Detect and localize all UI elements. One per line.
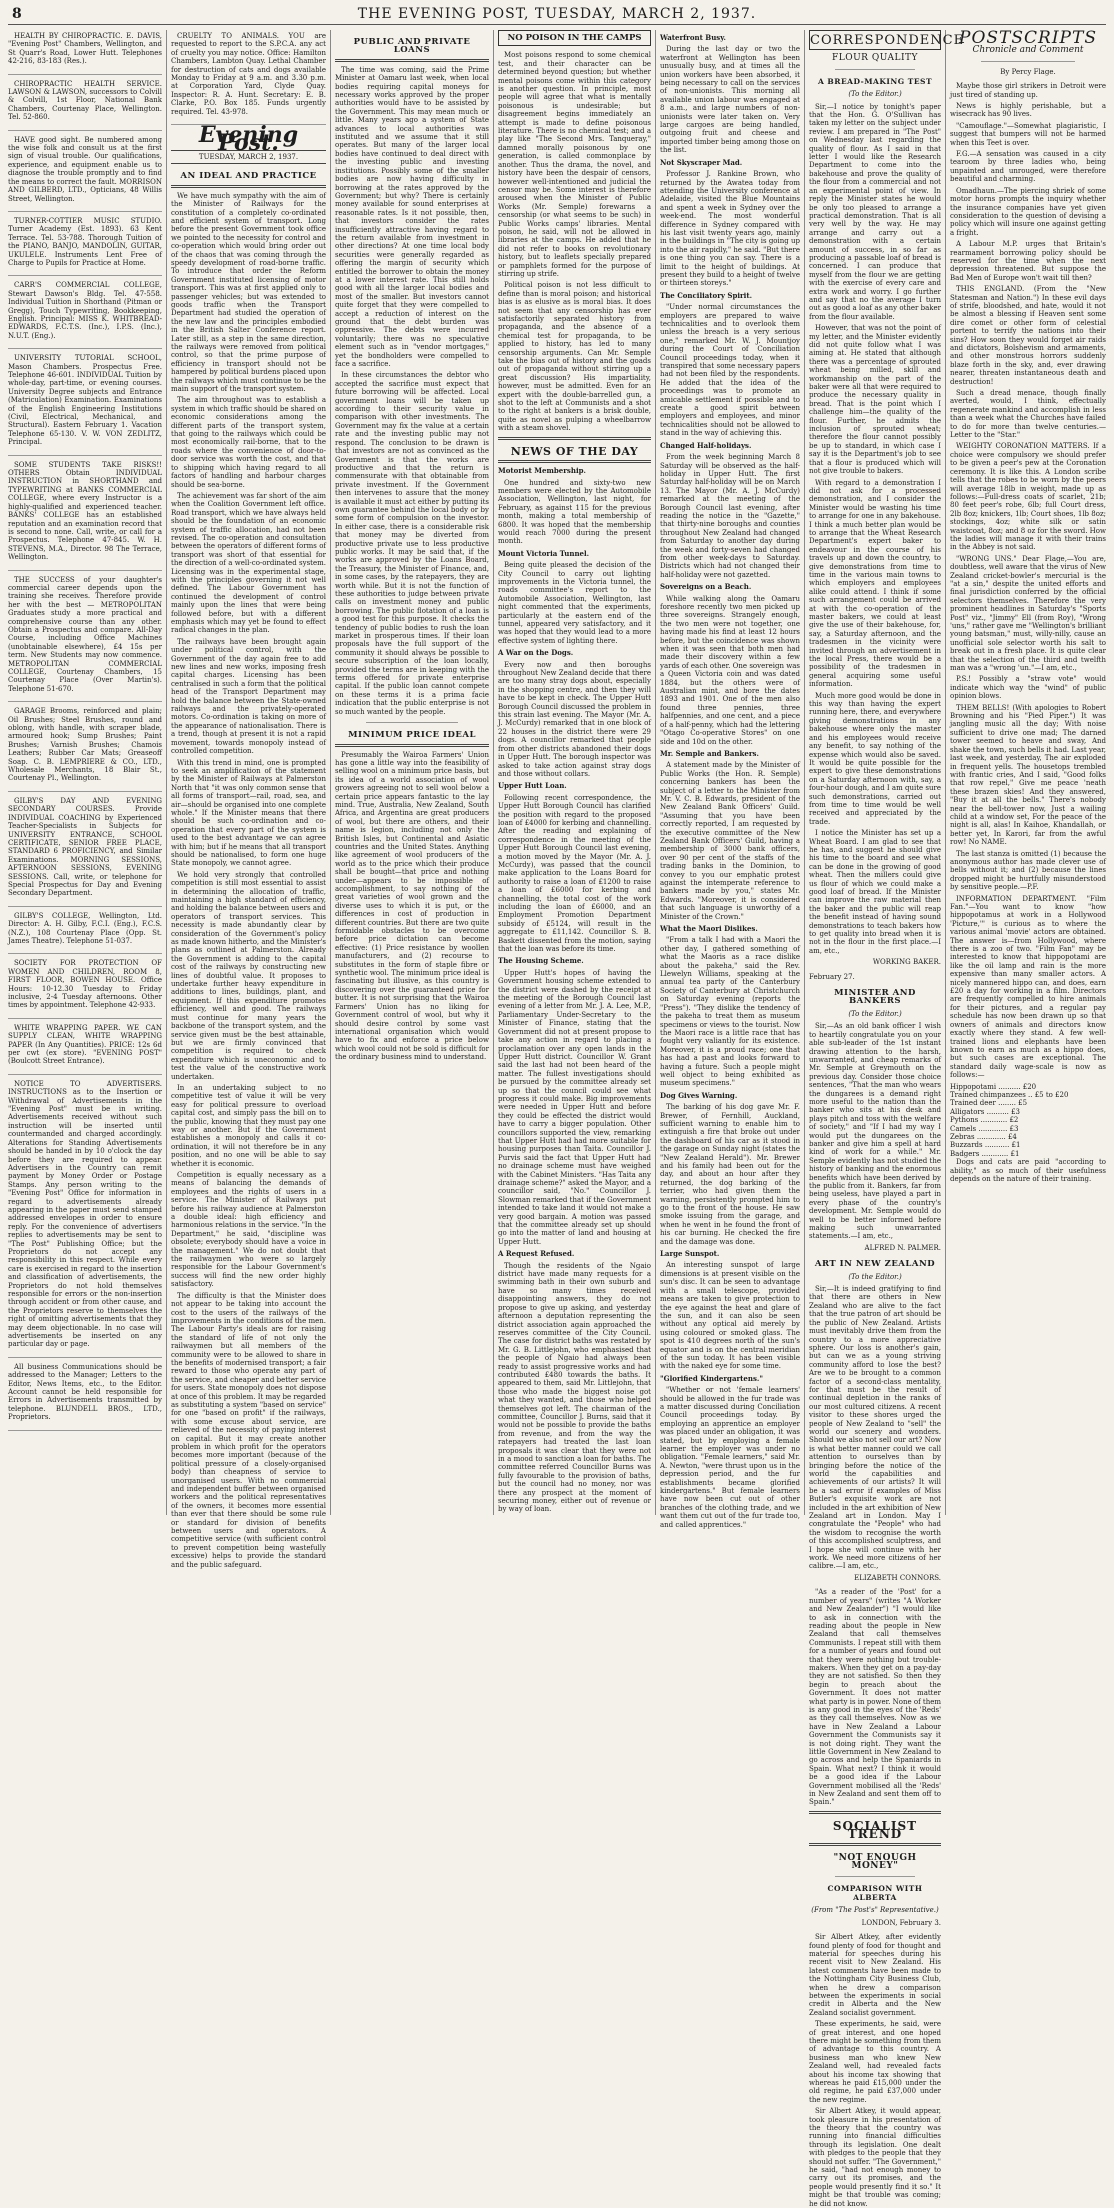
column-correspondence <box>809 30 965 2208</box>
editorial-paragraph: In an undertaking subject to no competitive test of value it will be very easy for political pressure to overload capital cost, and simply pass the bill on to the public, knowing that they must pay one way or another. But if the Government establishes a monopoly and calls it co-ordination, it will not therefore be in any position, and no one will be able to say whether it is economic. <box>171 1083 326 1168</box>
news-item-heading: Upper Hutt Loan. <box>498 781 567 791</box>
postscript-paragraph: INFORMATION DEPARTMENT. "Film Fan."—You want to know "how hippopotamus at work in a Hollywood 'Picture,'" is curious as to where the various animal 'movie' actors are obtained. The answer is—from Hollywood, where there is a zoo of two. "Film Fan" may be interested to know that hippopotami are like the oil lamp and rain is the more expensive than many smaller actors. A nicely mannered hippo can, and does, earn £20 a day for working in a film. Directors are frequently compelled to hire animals for their pictures, and a regular pay schedule has now been drawn up so that owners of animals and directors know exactly where they stand. A few well-trained lions and elephants have been known to earn as much as a hippo does, but such cases are exceptional. The standard daily wage-scale is now as follows:— <box>950 894 1106 1080</box>
news-item-text: Every now and then boroughs throughout New Zealand decide that there are too many stray dogs about, especially in the shopping centre, and then they will have to be kept in check. The Upper Hutt Borough Council discussed the problem in this strain last evening. The Mayor (Mr. A. J. McCurdy) remarked that in one block of 22 houses in the district there were 29 dogs. A councillor remarked that people from other districts abandoned their dogs in Upper Hutt. The borough inspector was asked to take action against stray dogs and those without collars. <box>498 660 651 778</box>
advertisement-text: THE SUCCESS of your daughter's commercial career depends upon the training she receives. Therefore provide her with the best — METROPOLITAN Graduates study a more practical and comprehensive course than any other. Obtain a Prospectus and compare. All-Day Course, including Office Machines (unobtainable elsewhere), £4 15s per term. New Students may now commence. METROPOLITAN COMMERCIAL COLLEGE, Courtenay Chambers, 15 Courtenay Place (Over Martin's). Telephone 51-670. <box>8 575 162 693</box>
postscript-paragraph: THIS ENGLAND. (From the "New Statesman and Nation.") In these evil days of strife, bloodshed, and hate, would it not be almost a blessing if Heaven sent some dire comet or other form of celestial portent to terrify the nations into their sins? How soon they would forget air raids and dictators, Bolshevism and armaments, and other monstrous horrors suddenly blaze forth in the sky, and, ever drawing nearer, threaten instantaneous death and destruction! <box>950 285 1106 386</box>
ministers-letter <box>809 1022 941 1241</box>
column-rule <box>493 30 494 1515</box>
column-postscripts <box>950 30 1106 1515</box>
editorial-paragraph: With this trend in mind, one is prompted to seek an amplification of the statement by the Minister of Railways at Palmerston North that "it was only common sense that all forms of transport—rail, road, sea, and air—should be organised into one complete whole." If the Minister means that there should be such co-ordination and co-operation that every part of the system is used to the best advantage we can agree with him; but if he means that all transport should be nationalised, to form one huge State monopoly, we cannot agree. <box>171 758 326 868</box>
news-item <box>498 467 651 546</box>
editorial-paragraph: The achievement was far short of the aim when the Coalition Government left office. Road transport, which we have always held should be the foundation of an economic system of traffic allocation, had not been revised. The co-operation and consultation between the operators of different forms of transport was short of that essential for the direction of a well-co-ordinated system. Licensing was in the experimental stage, with the principles governing it not well defined. The Labour Government has continued the development of control mainly upon the lines that were being followed before, but with a different emphasis which may yet be found to effect radical changes in the plan. <box>171 491 326 635</box>
trend-paragraph: These experiments, he said, were of great interest, and one hoped there might be something from them of advantage to this country. A business man who knew New Zealand well, had revealed facts about his income tax showing that whereas he paid £15,000 under the old regime, he paid £37,000 under the new regime. <box>809 2020 941 2104</box>
news-item <box>660 1092 800 1246</box>
trend-headline: SOCIALIST TREND <box>832 1818 918 1842</box>
trend-credit: (From "The Post's" Representative.) <box>811 1906 939 1915</box>
letter-paragraph: I notice the Minister has set up a Wheat Board. I am glad to see that he has, and suggest he should give his time to the board and see what can be done in the growing of good wheat. Then the millers could give us flour of which we could make a good loaf of bread. If the Minister can improve the raw material then the baker and the public will reap the benefit instead of having sound demonstrations to teach bakers how to get quality into bread when it is not in the flour in the first place.—I am, etc., <box>809 829 941 955</box>
news-item <box>660 292 800 438</box>
column-advertisements <box>8 30 162 1515</box>
editorial-date: TUESDAY, MARCH 2, 1937. <box>171 150 326 164</box>
price-paragraph: Presumably the Wairoa Farmers' Union has gone a little way into the feasibility of selling wool on a minimum price basis, but its idea of a world association of wool growers agreeing not to sell wool below a certain price appears fantastic to the lay mind. True, Australia, New Zealand, South Africa, and Argentina are great producers of wool, but there are others, and their name is legion, including not only the British Isles, but Continental and Asiatic countries and the United States. Anything like agreement of wool producers of the world as to the price which their produce shall be bought—that price and nothing under—appears to be impossible of accomplishment, to say nothing of the great varieties of wool grown and the diverse uses to which it is put, or the differences in cost of production in different countries. But there are two quite formidable obstacles to be overcome before price dictation can become effective: (1) Price resistance by woollen manufacturers, and (2) recourse to substitutes in the form of staple fibre or synthetic wool. The minimum price ideal is fascinating but illusive, as this country is discovering over the guaranteed price for butter. It is not surprising that the Wairoa Farmers' Union has no liking for Government control of wool, but why it should desire control by some vast international organisation which would have to fix and enforce a price below which wool could not be sold is difficult for the ordinary business mind to understand. <box>335 750 489 1062</box>
news-item <box>498 957 651 1246</box>
advertisement-text: NOTICE TO ADVERTISERS. INSTRUCTIONS as to the Insertion or Withdrawal of Advertisements in the "Evening Post" must be in writing. Advertisements received without such instruction will be inserted until countermanded and charged accordingly. Alterations for Standing Advertisements should be handed in by 10 o'clock the day before they are required to appear. Advertisers in the Country can remit payment by Money Order or Postage Stamps. Any person writing to the "Evening Post" Office for information in regard to advertisements already appearing in the paper must send stamped addressed envelopes in order to ensure reply. For the convenience of advertisers replies to advertisements may be sent to "The Post" Publishing Office; but the Proprietors do not accept any responsibility in this respect. While every care is exercised in regard to the insertion and classification of advertisements, the Proprietors do not hold themselves responsible for errors or the non-insertion through accident or from other cause, and the Proprietors reserve to themselves the right of omitting advertisements that they may deem objectionable. In no case will advertisements be inserted on any particular day or page. <box>8 1079 162 1349</box>
art-headline: ART IN NEW ZEALAND <box>814 1259 936 1270</box>
editorial-body <box>171 192 326 1569</box>
advertisement-text: SOME STUDENTS TAKE RISKS!! OTHERS Obtain INDIVIDUAL INSTRUCTION in SHORTHAND and TYPEWRITING at BANKS COMMERCIAL COLLEGE, where every Instructor is a highly-qualified and experienced teacher. BANKS' COLLEGE has an established reputation and an examination record that is second to none. Call, write, or call for a Prospectus. Telephone 47-845. W. H. STEVENS, M.A., Director. 98 The Terrace, Wellington. <box>8 460 162 562</box>
news-item-text: Though the residents of the Ngaio district have made many requests for a swimming bath in their own suburb and have so many times received disappointing answers, they do not propose to give up asking, and yesterday afternoon a deputation representing the district association again approached the reserves committee of the City Council. The case for district baths was restated by Mr. G. B. Littlejohn, who emphasised that the people of Ngaio had always been ready to assist progressive works and had contributed £480 towards the baths. It appeared to them, said Mr. Littlejohn, that those who made the biggest noise got what they wanted, and those who helped themselves got left. The chairman of the committee, Councillor J. Burns, said that it would not be possible to provide the baths from revenue, and from the way the ratepayers had treated the last loan proposals it was clear that they were not in a mood to sanction a loan for baths. The committee referred Councillor Burns was fully favourable to the provision of baths, but the council had no money, nor was there any prospect at the moment of securing money, either out of revenue or by way of loan. <box>498 1261 651 1514</box>
advertisement-text: CHIROPRACTIC HEALTH SERVICE. LAWSON & LAWSON, successors to Colvill & Colvill, 1st Floor, National Bank Chambers, Courtenay Place, Wellington. Tel. 52-860. <box>8 79 162 122</box>
trend-dateline: LONDON, February 3. <box>861 1918 941 1927</box>
column-rule <box>330 30 331 1515</box>
art-signature: ELIZABETH CONNORS. <box>854 1573 941 1582</box>
classified-advertisement <box>8 1361 162 1431</box>
flour-headline: FLOUR QUALITY <box>832 53 918 64</box>
to-editor-label: (To the Editor.) <box>848 1009 902 1018</box>
postscript-paragraph: "Camouflage."—Somewhat plagiaristic, I suggest that bumpers will not be harmed when this Teet is over. <box>950 121 1106 147</box>
loans-paragraph: In these circumstances the debtor who accepted the sacrifice must expect that future borrowing will be affected. Local government loans will be taken up according to their security value in comparison with other investments. The Government may fix the value at a certain rate and the investing public may not respond. The conclusion to be drawn is that investors are not as convinced as the Government is that the works are productive and that the return is commensurate with that obtainable from private investment. If the Government then intervenes to assure that the money is available it must act either by putting its own guarantee behind the local body or by some form of compulsion on the investor. In either case, there is a considerable risk that money may be diverted from productive private use to less productive public works. It may be said that, if the works are approved by the Loans Board, the Treasury, the Minister of Finance, and, in some cases, by the ratepayers, they are worth while. But it is not the function of these authorities to judge between private calls on investment money and public borrowing. The public flotation of a loan is a good test for this purpose. It checks the tendency of public bodies to rush the loan market in prosperous times. If their loan proposals have the full support of the community it should always be possible to secure subscription of the loan locally, provided the terms are in keeping with the terms offered for private enterprise capital. If the public loan cannot compete on these terms it is a prima facie indication that the public enterprise is not so much wanted by the people. <box>335 371 489 716</box>
news-item <box>498 1250 651 1514</box>
flour-date: February 27. <box>809 972 855 981</box>
to-editor-label: (To the Editor.) <box>848 90 902 99</box>
classified-advertisement <box>8 279 162 349</box>
classified-advertisement <box>8 705 162 792</box>
classified-advertisement <box>8 78 162 131</box>
news-item-text: During the last day or two the waterfront at Wellington has been unusually busy, and at times all the union workers have been absorbed, it being necessary to call on the services of non-unionists. This morning all available union labour was engaged at 8 a.m., and large numbers of non-unionists were later taken on. Very large cargoes are being handled, outgoing fruit and cheese and imported timber being among those on the list. <box>660 45 800 155</box>
spca-notice <box>171 30 326 125</box>
news-item-heading: The Conciliatory Spirit. <box>660 290 753 300</box>
column-rule <box>166 30 167 1515</box>
to-editor-label: (To the Editor.) <box>848 1272 902 1281</box>
classified-advertisement <box>8 795 162 907</box>
column-news-continued <box>660 30 800 1529</box>
news-item-text: "Whether or not 'female learners' should be allowed in the fur trade was a matter discussed during Conciliation Council proceedings today. By employing an apprentice an employer was placed under an obligation, it was stated, but by employing a female learner the employer was under no obligation. "Female learners," said Mr. A. Newton, "were thrust upon us in the depression period, and the fur establishments became glorified kindergartens." But female learners have now been cut out of other branches of the clothing trade, and we want them cut out of the fur trade too, and called apprentices." <box>660 1386 800 1529</box>
editorial-paragraph: The aim throughout was to establish a system in which traffic should be shared on economic considerations among the different parts of the transport system, that going to the railways which could be most economically rail-borne, that to the roads where the convenience of door-to-door service was worth the cost, and that to shipping which having regard to all factors of handling and harbour charges should be sea-borne. <box>171 396 326 489</box>
column-editorial <box>171 30 327 1569</box>
column-news <box>498 30 651 1515</box>
postscripts-headline: POSTSCRIPTS <box>959 28 1097 48</box>
wage-scale-item: Camels ............. £3 <box>950 1124 1019 1133</box>
flour-letter <box>809 103 941 956</box>
advertisement-text: All business Communications should be addressed to the Manager; Letters to the Editor, News Items, etc., to the Editor. Account cannot be held responsible for Errors in Advertisements transmitted by telephone. BLUNDELL BROS., LTD., Proprietors. <box>8 1362 162 1422</box>
news-item-text: The barking of his dog gave Mr. F. Brewer, of Fernhill, Auckland, sufficient warning to enable him to extinguish a fire that broke out under the dashboard of his car as it stood in the garage on Sunday night (states the "New Zealand Herald"). Mr. Brewer and his family had been out for the day, and about an hour after they returned, the dog barking of the terrier, who had given them the warning, persistently prompted him to go to the front of the house. He saw smoke issuing from the garage, and when he went in he found the front of his car burning. He checked the fire and the damage was done. <box>660 1103 800 1246</box>
divider <box>835 69 914 70</box>
column-rule <box>655 30 656 1515</box>
poison-paragraph: Political poison is not less difficult to define than is moral poison; and historical bias is as elusive as is moral bias. It does not seem that any censorship has ever satisfactorily separated history from propaganda, and the absence of a chemical test for propaganda, to be applied to history, has led to many censorship arguments. Can Mr. Semple take the bias out of history and the goads out of propaganda without stirring up a great discussion? His impartiality, however, must be admitted. Even for an expert with the double-barrelled gun, a shot to the left at Communists and a shot to the right at bankers is a brisk double, quite as novel as pulping a wheelbarrow with a steam shovel. <box>498 281 651 433</box>
divider <box>809 1811 941 1814</box>
postscripts-byline: By Percy Flage. <box>1000 67 1056 76</box>
art-letter <box>809 1285 941 1571</box>
postscripts-closing: Dogs and cats are paid "according to ability," as so much of their usefulness depends on the nature of their training. <box>950 1158 1106 1183</box>
spca-notice-text: CRUELTY TO ANIMALS. YOU are requested to report to the S.P.C.A. any act of cruelty you may notice. Office: Hamilton Chambers, Lambton Quay. Lethal Chamber for destruction of cats and dogs available Monday to Friday at 9 a.m. and 3.30 p.m. at Corporation Yard, Clyde Quay. Inspector: R. A. Hunt. Secretary: E. B. Clarke, P.O. Box 185. Funds urgently required. Tel. 43-978. <box>171 32 326 116</box>
letter-paragraph: Sir,—I notice by tonight's paper that the Hon. G. O'Sullivan has taken my letter on the subject under review. I am prepared in "The Post" on Wednesday last regarding the quality of flour. As I said in that letter I would like the Research Department to come into the bakehouse and prove the quality of the flour from a commercial and not an experimental point of view. In reply the Minister states he would be only too pleased to arrange a practical demonstration. That is all very well by the way. He may arrange and carry out a demonstration with a certain amount of success, in so far as producing a passable loaf of bread is concerned. I can produce that myself from the flour we are getting with the exercise of every care and extra work and worry. I go further and say that no the average I turn out as good a loaf as any other baker from the flour available. <box>809 102 941 321</box>
divider <box>498 437 651 440</box>
editorial-paragraph: Competition is equally necessary as a means of balancing the demands of employees and the rights of users in a service. The Minister of Railways put before his railway audience at Palmerston a double ideal: high efficiency and harmonious relations in the service. "In the Department," he said, "discipline was obsolete; everybody should have a voice in the management." We do not doubt that the railwaymen who were so largely responsible for the Labour Government's success will find the new order highly satisfactory. <box>171 1171 326 1289</box>
classified-advertisement <box>8 352 162 455</box>
postscript-paragraph: P.S.! Possibly a "straw vote" would indicate which way the "wind" of public opinion blows. <box>950 675 1106 701</box>
postscript-paragraph: THEM BELLS! (With apologies to Robert Browning and his "Pied Piper.") It was jangling music all the day; With noise sufficient to drive one mad; The darned tower seemed to heave and sway, And shake the town, such bells it had. Last year, last week, and yesterday, The air exploded in frequent yells. The housetops trembled with frantic cries, And I said, "Good folks that row repel," Give me peace 'neath these brazen skies! And they answered, "Buy it at all the bells." There's nobody near the bell-tower now, Just a wailing child at a window set, For the peace of the night is all, alas! In Kaihoe, Khandallah, or better yet, In Karori, far from the awful row! No NAME. <box>950 703 1106 847</box>
editorial-paragraph: We have much sympathy with the aim of the Minister of Railways for the constitution of a completely co-ordinated and efficient system of transport. Long before the present Government took office we pointed to the necessity for control and co-operation which would bring order out of the chaos that was coming through the speedy development of road-borne traffic. To introduce that order the Reform Government instituted licensing of motor transport. This was at first applied only to passenger vehicles; but was extended to goods traffic when the Transport Department had studied the operation of the new law and the principles embodied in the British Salter Conference report. Later still, as a step in the same direction, the railways were removed from political control, so that the prime purpose of efficiency in transport should not be hampered by political burdens placed upon the railways which must continue to be the main support of the transport system. <box>171 191 326 394</box>
news-item <box>660 925 800 1088</box>
news-item-text: While walking along the Oamaru foreshore recently two men picked up three sovereigns. Strangely enough, the two men were not together, one having made his find at least 12 hours before, but the coincidence was shown when it was seen that both men had made their discovery within a few yards of each other. One sovereign was a Queen Victoria coin and was dated 1884, but the others were of Australian mint, and bore the dates 1893 and 1901. One of the men also found three pennies, three halfpennies, and one cent, and a piece of a half-penny, which had the lettering "Otago Co-operative Stores" on one side and 10d on the other. <box>660 594 800 746</box>
trend-paragraph: Sir Albert Atkey, it would appear, took pleasure in his presentation of the theory that the country was running into financial difficulties through its legislation. One dealt with pledges to the people that they should not suffer. "The Government," he said, "had not enough money to carry out its promises, and the people would presently find it so." It might be that trouble was coming; he did not know. <box>809 2107 941 2208</box>
trend-subheadline: "NOT ENOUGH MONEY" <box>833 1852 917 1872</box>
news-item <box>498 550 651 645</box>
column-rule <box>945 30 946 1515</box>
divider <box>981 61 1075 62</box>
divider <box>171 185 326 188</box>
correspondence-headline: CORRESPONDENCE <box>810 33 965 48</box>
trend-body <box>809 1933 941 2208</box>
news-item-heading: Large Sunspot. <box>660 1249 720 1259</box>
wage-scale-item: Zebras ............. £4 <box>950 1132 1017 1141</box>
postscript-paragraph: Omadhaun.—The piercing shriek of some motor horns prompts the inquiry whether the insurance companies have yet given consideration to the question of devising a policy which will insure one against getting a fright. <box>950 186 1106 237</box>
loans-body <box>335 66 489 716</box>
wage-scale-item: Alligators .......... £3 <box>950 1107 1020 1116</box>
divider <box>809 1843 941 1846</box>
news-item-text: "Under normal circumstances the employers are prepared to waive technicalities and to overlook them unless the breach is a very serious one," remarked Mr. W. J. Mountjoy during the Court of Conciliation Council proceedings today, when it transpired that some necessary papers had not been filed by the respondents. He added that the idea of the proceedings was to promote an amicable settlement if possible and to create a good spirit between employers and employees, and minor technicalities should not be allowed to stand in the way of achieving this. <box>660 303 800 438</box>
postscript-paragraph: "WRONG UNS." Dear Flage,—You are, doubtless, well aware that the virus of New Zealand cricket-bowler's mercurial is the "at a sin," despite the united efforts and final jurisdiction conferred by the official selectors themselves. Therefore the very prominent headlines in Saturday's "Sports Post" viz., "Jimmy" Ell (from Roy), "Wrong 'uns," rather gave me "Wellington's brilliant young batsman," must, willy-nilly, cause an unofficial sole selector worth his salt to break out in a fresh place. It is quite clear that the selection of the third and twelfth man was a "wrong 'un."—I am, etc., <box>950 554 1106 673</box>
letter-paragraph: However, that was not the point of my letter, and the Minister evidently did not quite follow what I was aiming at. He stated that although there was a percentage of sprouted wheat being milled, skill and workmanship on the part of the baker were all that were required to produce the necessary quality in bread. That is the point which I challenge him—the quality of the flour. Further, he admits the inclusion of sprouted wheat; therefore the flour cannot possibly be up to standard, in which case I say it is the Department's job to see that a flour is produced which will not give trouble to bakers. <box>809 324 941 476</box>
news-item-heading: A War on the Dogs. <box>498 648 574 658</box>
postscript-paragraph: A Labour M.P. urges that Britain's rearmament borrowing policy should be reserved for the time when the next depression threatened. But suppose the Bad Men of Europe won't wait till then? <box>950 240 1106 282</box>
column-rule <box>804 30 805 1515</box>
news-list <box>498 467 651 1514</box>
news-item-text: Following recent correspondence, the Upper Hutt Borough Council has clarified the position with regard to the proposed loan of £4000 for kerbing and channelling. After the reading and explaining of correspondence in the meeting of the Upper Hutt Borough Council last evening, a motion moved by the Mayor (Mr. A. J. McCurdy), was passed that the council make application to the Loans Board for authority to raise a loan of £1200 to raise a loan of £6000 for kerbing and channelling, the total cost of the work including the loan of £6000, and an Employment Promotion Department subsidy of £5124, will result in the aggregate to £11,142. Councillor S. B. Baskett dissented from the motion, saying that the loan was before its time. <box>498 793 651 954</box>
trend-comparison-headline: COMPARISON WITH ALBERTA <box>827 1884 923 1902</box>
news-item-text: An interesting sunspot of large dimensions is at present visible on the sun's disc. It can be seen to advantage with a small telescope, provided means are taken to give protection to the eye against the heat and glare of the sun, and it can also be seen without any optical aid merely by using coloured or smoked glass. The spot is 410 degrees north of the sun's equator and is on the central meridian of the sun today. It has been visible with the naked eye for some time. <box>660 1261 800 1371</box>
poison-body <box>498 51 651 432</box>
letter-paragraph: Much more good would be done in this way than having the expert running here, there, and everywhere giving demonstrations in any bakehouse where only the master and his employees would receive any benefit, to say nothing of the expense which would also be saved. It would be quite possible for the expert to give these demonstrations on a Saturday afternoon with, say, a four-hour dough, and I am quite sure such demonstrations, carried out from time to time would be well received and appreciated by the trade. <box>809 691 941 826</box>
classified-advertisement <box>8 1022 162 1075</box>
advertisement-text: HEALTH BY CHIROPRACTIC. E. DAVIS, "Evening Post" Chambers, Wellington, and St Quarr's Road, Lower Hutt. Telephones 42-216, 83-183 (Res.). <box>8 32 162 66</box>
wage-scale-list <box>950 1083 1106 1159</box>
wage-scale-item: Trained chimpanzees .. £5 to £20 <box>950 1090 1069 1099</box>
page-title: THE EVENING POST, TUESDAY, MARCH 2, 1937. <box>357 6 757 22</box>
wage-scale-item: Badgers ............ £1 <box>950 1149 1020 1158</box>
news-item-heading: Not Skyscraper Mad. <box>660 157 743 167</box>
classified-advertisement <box>8 215 162 276</box>
news-list <box>660 34 800 1529</box>
paper-name: Evening Post. <box>198 122 299 157</box>
wage-scale-item: Hippopotami .......... £20 <box>950 1082 1037 1091</box>
column-loans <box>335 30 489 1515</box>
advertisement-text: TURNER-COTTIER MUSIC STUDIO. Turner Academy (Est. 1893). 63 Kent Terrace. Tel. 53-788. Thorough Tuition of the PIANO, BANJO, MANDOLIN, GUITAR, UKULELE. Instruments Lent Free of Charge to Pupils for Practice at Home. <box>8 216 162 267</box>
letter-paragraph: With regard to a demonstration I did not ask for a processed demonstration, and I consider the Minister would be wasting his time to arrange for one in any bakehouse. I think a much better plan would be to arrange that the Wheat Research Department's expert baker to endeavour in the course of his travels up and down the country, to give demonstrations from time to time in the various main towns to which employers and employees alike could attend. I think if some such arrangement could be arrived at with the co-operation of the master bakers, we could at least give the use of their bakehouse, for, say, a Saturday afternoon, and the tradesmen in the vicinity were invited through an advertisement in the local Press, there would be a possibility of the tradesmen in general acquiring some useful information. <box>809 478 941 689</box>
loans-headline: PUBLIC AND PRIVATE LOANS <box>353 37 471 56</box>
editorial-paragraph: The difficulty is that the Minister does not appear to be taking into account the cost to the users of the railways of the improvements in the conditions of the men. The Labour Party's ideals are for raising the standard of life of not only the railwaymen but all members of the community were to be allowed to share in the benefits of modernised transport; a fair reward to those who operate any part of the service, and cheaper and better service for users. State monopoly does not dispose at once of this problem. It may be regarded as substituting a system "based on service" for one "based on profit" if the railways, with some excuse about service, are relieved of the necessity of paying interest on capital. But it may create another problem in which profit for the operators becomes more important (because of the political pressure of a closely-organised body) than cheapness of service to unorganised users. With no commercial and independent buffer between organised workers and the political representatives of the owners, it becomes more essential than ever that there should be some rule or standard for division of benefits between users and operators. A competitive service (with sufficient control to prevent competition being wastefully excessive) helps to provide the standard and the public safeguard. <box>171 1291 326 1569</box>
postscripts-subheadline: Chronicle and Comment <box>972 45 1084 56</box>
news-item-text: From the week beginning March 8 Saturday will be observed as the half-holiday in Upper Hutt. The first Saturday half-holiday will be on March 13. The Mayor (Mr. A. J. McCurdy) remarked at the meeting of the Borough Council last evening, after reading the notice in the "Gazette," that thirty-nine boroughs and counties throughout New Zealand had changed from Saturday to another day during the week and forty-seven had changed from other week-days to Saturday. Districts which had not changed their half-holiday were not gazetted. <box>660 453 800 579</box>
postscript-paragraph: Maybe those girl strikers in Detroit were just tired of standing up. <box>950 82 1106 99</box>
flour-signature: WORKING BAKER. <box>872 958 941 967</box>
advertisement-text: HAVE good sight. Be numbered among the wise folk and consult us at the first sign of visual trouble. Our qualifications, experience, and equipment enable us to diagnose the trouble promptly and to find the means to correct the fault. MORRISON AND GILBERD, LTD., Opticians, 48 Willis Street, Wellington. <box>8 135 162 203</box>
news-item-heading: Motorist Membership. <box>498 466 586 476</box>
trend-paragraph: Sir Albert Atkey, after evidently found plenty of food for thought and material for speeches during his recent visit to New Zealand. His latest comments have been made to the Nottingham City Business Club, when he drew a comparison between the experiments in social credit in Alberta and the New Zealand socialist government. <box>809 1933 941 2017</box>
wage-scale-item: Trained deer ........ £5 <box>950 1099 1028 1108</box>
news-item-heading: "Glorified Kindergartens." <box>660 1373 763 1383</box>
wage-scale-item: Buzzards ........... £1 <box>950 1141 1021 1150</box>
news-item-heading: The Housing Scheme. <box>498 956 584 966</box>
news-item <box>660 750 800 921</box>
news-item-text: Being quite pleased the decision of the City Council to carry out lighting improvements in the Victoria tunnel, the roads committee's report to the Automobile Association, Wellington, last night commented that the experiments, particularly at the eastern end of the tunnel, appeared very satisfactory, and it was hoped that they would lead to a more effective system of lighting there. <box>498 561 651 645</box>
postscript-paragraph: F.G.—A sensation was caused in a city tearoom by three ladies who, being unpainted and unrouged, were therefore beautiful and charming. <box>950 150 1106 184</box>
news-item-heading: Sovereigns on a Beach. <box>660 582 752 592</box>
classified-advertisement <box>8 1078 162 1358</box>
classified-advertisement <box>8 134 162 212</box>
price-body <box>335 751 489 1062</box>
advertisement-text: WHITE WRAPPING PAPER. WE CAN SUPPLY CLEAN, WHITE WRAPPING PAPER (In Any Quantities). PRICE: 12s 6d per cwt (ex store). "EVENING POST" (Boulcott Street Entrance). <box>8 1023 162 1066</box>
classified-advertisement <box>8 459 162 571</box>
page-number: 8 <box>12 6 22 22</box>
classified-advertisement <box>8 30 162 75</box>
news-item <box>660 1375 800 1529</box>
editorial-headline: AN IDEAL AND PRACTICE <box>180 171 317 182</box>
news-item-text: "From a talk I had with a Maori the other day, I gathered something of what the Maoris as a race dislike about the pakeha," said the Rev. Llewelyn Williams, speaking at the annual tea party of the Canterbury Society of Canterbury at Christchurch on Saturday evening (reports the "Press"). "They dislike the tendency of the pakeha to treat them as museum specimens or views to the tourist. Now the Maori race is a little race that has fought very valiantly for its existence. Moreover, it is a proud race; one that has had a past and looks forward to having a future. Such a people might well object to being exhibited as museum specimens." <box>660 936 800 1088</box>
poison-paragraph: Most poisons respond to some chemical test, and their character can be determined beyond question; but whether mental poisons come within this category is another question. In principle, most people will agree that what is mentally poisonous is undesirable; but disagreement begins immediately an attempt is made to define poisonous literature. There is no chemical test; and a play like "The Second Mrs. Tanqueray," damned morally poisonous by one generation, is called commonplace by another. Thus the drama, the novel, and history have been the despair of censors, however well-intentioned and judicial the censor may be. Some interest is therefore aroused when the Minister of Public Works (Mr. Semple) forewarns a censorship (or what seems to be such) in Public Works camps' libraries. Mental poison, he said, will not be allowed in libraries at the camps. He added that he did not refer to books on revolutionary history, but to leaflets specially prepared or pamphlets formed for the purpose of stirring up strife. <box>498 51 651 278</box>
advertisement-text: SOCIETY FOR PROTECTION OF WOMEN AND CHILDREN, ROOM 8, FIRST FLOOR, BOWEN HOUSE. Office Hours: 10-12.30 Tuesday to Friday inclusive, 2-4 Tuesday afternoons. Other times by appointment. Telephone 42-933. <box>8 959 162 1010</box>
letter-paragraph: Sir,—As an old bank officer I wish to heartily congratulate you on your able sub-leader of the 1st instant drawing attention to the harsh, unwarranted, and cheap remarks of Mr. Semple at Greymouth on the previous day. Consider those choice sentences, "That the man who wears the dungarees is a demand right more useful to the nation than the banker who sits at his desk and plays pitch and toss with the welfare of society," and "If I had my way I would put the dungarees on the banker and give him a spell at hard kind of work for a while." Mr. Semple evidently has not studied the history of banking and the enormous benefits which have been derived by the public from it. Bankers, far from being useless, have played a part in every phase of the country's development. Mr. Semple would do well to be better informed before making such unwarranted statements.—I am, etc., <box>809 1022 941 1241</box>
postscript-paragraph: Such a dread menace, though finally averted, would, I think, effectually regenerate mankind and accomplish in less than a week what the Churches have failed to do for more than twelve centuries.—Letter to the "Star." <box>950 389 1106 440</box>
news-item-text: A statement made by the Minister of Public Works (the Hon. R. Semple) concerning bankers has been the subject of a letter to the Minister from Mr. V. C. B. Edwards, president of the New Zealand Bank Officers' Guild. "Assuming that you have been correctly reported, I am requested by the executive committee of the New Zealand Bank Officers' Guild, having a membership of 3000 bank officers, over 90 per cent of the staffs of the trading banks in the Dominion, to convey to you our emphatic protest against the intemperate reference to bankers made by you," states Mr. Edwards. "Moreover, it is considered that such language is unworthy of a Minister of the Crown." <box>660 761 800 921</box>
advertisement-text: CARR'S COMMERCIAL COLLEGE, Stewart Dawson's Bldg. Tel. 47-558. Individual Tuition in Shorthand (Pitman or Gregg), Touch Typewriting, Bookkeeping, English. Principal: MISS K. WHITBREAD-EDWARDS, F.C.T.S. (Inc.), I.P.S. (Inc.), N.U.T. (Eng.). <box>8 281 162 340</box>
advertisement-text: GARAGE Brooms, reinforced and plain; Oil Brushes; Steel Brushes, round and oblong, with handle, with scraper blade, armoured hook; Sump Brushes; Paint Brushes; Varnish Brushes; Chamois Leathers; Rubber Car Mats; Greaseoff Soap. C. B. LEMPRIERE & CO., LTD., Wholesale Merchants, 18 Blair St., Courtenay Pl., Wellington. <box>8 707 162 783</box>
news-item-text: Professor J. Rankine Brown, who returned by the Awatea today from attending the University conference at Adelaide, visited the Blue Mountains and spent a week in Sydney over the week-end. The most wonderful difference in Sydney compared with his last visit twenty years ago, mainly in the buildings in "The city is going up into the air rapidly," he said. "But there is one thing you can say. There is a limit to the height of buildings. At present they build to a height of twelve or thirteen storeys." <box>660 170 800 288</box>
correspondence-banner <box>809 30 965 50</box>
divider <box>335 59 489 62</box>
price-headline: MINIMUM PRICE IDEAL <box>348 730 476 741</box>
masthead <box>8 6 1106 25</box>
news-item-heading: What the Maori Dislikes. <box>660 924 758 934</box>
classified-advertisement <box>8 957 162 1018</box>
classified-advertisement <box>8 910 162 955</box>
news-item-heading: A Request Refused. <box>498 1249 575 1259</box>
letter-paragraph: Sir,—It is indeed gratifying to find that there are others in New Zealand who are alive to the fact that the true patron of art should be the public of New Zealand. Artists must inevitably drive them from the country to a more appreciative sphere. Our loss is another's gain, but can we as a young striving community afford to lose the best? Are we to be brought to a common factor of a second-class mentality, for that must be the result of continual depletion in the ranks of our most cultured citizens. A recent visitor to these shores urged the people of New Zealand to "sell" the world our scenery and wonders. Should we also not sell our art? Now is what better manner could we call attention to ourselves than by bringing before the notice of the world the capabilities and achievements of our artists? It will be a sad error if examples of Miss Butler's exquisite work are not included in the art exhibition of New Zealand art in London. May I congratulate the "People" who had the wisdom to recognise the worth of this accomplished sculptress, and I hope she will continue with her work. We need more citizens of her calibre.—I am, etc., <box>809 1285 941 1571</box>
postscript-paragraph: News is highly perishable, but a wisecrack has 90 lives. <box>950 102 1106 119</box>
editorial-paragraph: The railways have been brought again under political control, with the Government of the day again free to add new lines and new works, imposing fresh capital charges. Licensing has been centralised in such a form that the political head of the Transport Department may hold the balance between the State-owned railways and the privately-operated motors. Co-ordination is taking on more of the appearance of nationalisation. There is a trend, though at present it is not a rapid movement, towards monopoly instead of controlled competition. <box>171 637 326 756</box>
news-item-heading: Changed Half-holidays. <box>660 440 752 450</box>
advertisement-text: GILBY'S COLLEGE, Wellington, Ltd. Director: A. H. Gilby, F.C.I. (Eng.), F.C.S. (N.Z.), 108 Courtenay Place (Opp. St. James Theatre). Telephone 51-037. <box>8 911 162 945</box>
postscript-paragraph: The last stanza is omitted (1) because the anonymous author has made clever use of bells without it; and (2) because the lines dropped might be hurtfully misunderstood by sensitive people.—P.F. <box>950 849 1106 892</box>
poison-headline: NO POISON IN THE CAMPS <box>498 30 651 46</box>
news-item <box>660 583 800 746</box>
ministers-headline: MINISTER AND BANKERS <box>834 988 916 1007</box>
news-item <box>660 34 800 155</box>
advertisement-text: UNIVERSITY TUTORIAL SCHOOL, Mason Chambers. Prospectus Free. Telephone 46-601. INDIVIDUAL Tuition by whole-day, part-time, or evening courses. University Degree subjects and Entrance (Matriculation) Examination. Examinations of the English Engineering Institutions (Civil, Electrical, Mechanical, and Structural). Eastern February 1. Vacation Telephone 65-130. V. W. VON ZEDLITZ, Principal. <box>8 354 162 447</box>
advertisement-text: GILBY'S DAY AND EVENING SECONDARY COURSES. Provide INDIVIDUAL COACHING by Experienced Teacher-Specialists in Subjects for UNIVERSITY ENTRANCE, SCHOOL CERTIFICATE, SENIOR FREE PLACE, STANDARD 6 PROFICIENCY, and Similar Examinations. MORNING SESSIONS, AFTERNOON SESSIONS, EVENING SESSIONS. Call, write, or telephone for Special Prospectus for Day and Evening Secondary Department. <box>8 796 162 898</box>
news-item-heading: Mount Victoria Tunnel. <box>498 548 590 558</box>
news-item-text: One hundred and sixty-two new members were elected by the Automobile Association, Wellington, last night, for February, as against 115 for the previous month, making a total membership of 6800. It was hoped that the membership would reach 7000 during the present month. <box>498 478 651 546</box>
advertisement-list <box>8 30 162 1431</box>
news-headline: NEWS OF THE DAY <box>510 444 639 458</box>
news-item <box>498 649 651 778</box>
news-item-heading: Waterfront Busy. <box>660 33 726 42</box>
divider <box>366 722 458 723</box>
ministers-signature: ALFRED N. PALMER. <box>864 1243 941 1252</box>
news-item <box>660 442 800 580</box>
postscripts-body <box>950 82 1106 1079</box>
classified-advertisement <box>8 574 162 703</box>
news-item <box>498 782 651 953</box>
news-item <box>660 1250 800 1371</box>
divider <box>335 744 489 747</box>
news-item <box>660 159 800 288</box>
postscript-paragraph: WEIGHTY CORONATION MATTERS. If a choice were compulsory we should prefer to be given a peer's pew at the Coronation ceremony. It is like this. A London scribe tells that the robes to be worn by the peers will average 18lb in weight, made up as follows:—Full-dress coats of scarlet, 21b; 80 feet peer's robe, 6lb; full Court dress, 2lb 8oz; knickers, 1lb; Court shoes, 1lb 8oz; stockings, 4oz; white silk or satin waistcoat, 8oz; and 8 oz for the sword. How the ladies will manage it with their trains in the Abbey is not said. <box>950 442 1106 552</box>
editorial-paragraph: We hold very strongly that controlled competition is still most essential to assist in determining the allocation of traffic, maintaining a high standard of efficiency, and holding the balance between users and operators of transport services. This necessity is made abundantly clear by consideration of the Government's policy as made known hitherto, and the Minister's plans as outlined at Palmerston. Already the Government is adding to the capital cost of the railways by constructing new lines of doubtful value. It proposes to undertake further heavy expenditure in additions to lines, buildings, plant, and equipment. If this expenditure promotes efficiency, well and good. The railways must continue for many years the backbone of the transport system, and the service given must be the best attainable, but we are firmly convinced that competition is required to check expenditure which is uneconomic and to test the value of the constructive work undertaken. <box>171 870 327 1081</box>
flour-subheadline: A BREAD-MAKING TEST <box>817 76 933 86</box>
letter-paragraph: "As a reader of the 'Post' for a number of years" (writes "A Worker and New Zealander") "I would like to ask in connection with the reading about the people in New Zealand that call themselves Communists. I repeat still with them for a number of years and found out that they were nothing but trouble-makers. When they get on a pay-day they are not satisfied. So then they begin to preach about the Government. It does not matter what party is in power. None of them is any good in the eyes of the 'Reds' as they call themselves. Now as we have in New Zealand a Labour Government the Communists say it is not doing right. They want the little Government in New Zealand to go across and help the Spaniards in Spain. What next? I think it would be a good idea if the Labour Government mobilised all the 'Reds' in New Zealand and sent them off to Spain." <box>809 1588 941 1807</box>
loans-paragraph: The time was coming, said the Prime Minister at Oamaru last week, when local bodies requiring capital moneys for necessary works approved by the proper authorities would have to be assisted by the Government. This may mean much or little. Many years ago a system of State advances to local authorities was instituted and we assume that it still operates. But many of the larger local bodies have continued to deal direct with the investing public and investing institutions. Possibly some of the smaller bodies are now having difficulty in borrowing at the rates approved by the Government; but why? There is certainly money available for sound enterprises at reasonable rates. Is it not possible, then, that investors consider the rates insufficiently attractive having regard to the return available from investment in other directions? At one time local body securities were generally regarded as offering the margin of security which entitled the borrower to obtain the money at a lower interest rate. This still holds good with all the larger local bodies and most of the smaller. But investors cannot quite forget that they were compelled to accept a reduction of interest on the ground that the debt burden was oppressive. The debts were incurred voluntarily; there was no speculative element such as in "vendor mortgages," yet the bondholders were compelled to face a sacrifice. <box>335 65 489 369</box>
divider <box>835 1876 914 1877</box>
news-item-heading: Dog Gives Warning. <box>660 1090 738 1100</box>
reader-letter <box>809 1588 941 1807</box>
news-item-text: Upper Hutt's hopes of having the Government housing scheme extended to the district were dashed by the receipt at the meeting of the Borough Council last evening of a letter from Mr. J. A. Lee, M.P., Parliamentary Under-Secretary to the Minister of Finance, stating that the Government did not at present propose to take any action in regard to placing a proclamation over any open lands in the Upper Hutt district. Councillor W. Grant said the last had not been heard of the matter. The fullest investigations should be pursued by the committee already set up so that the council could see what progress it could make. Big improvements were needed in Upper Hutt and before they could be effected the district would have to carry a bigger population. Other councillors supported the view, remarking that Upper Hutt had had more suitable for housing purposes than Taita. Councillor J. Purvis said the fact that Upper Hutt had no drainage scheme must have weighed with the Cabinet Ministers. "Has Taita any drainage scheme?" asked the Mayor, and a councillor said, "No." Councillor J. Slowman remarked that if the Government intended to take land it would not make a very good bargain. A motion was passed that the committee already set up should go into the matter of land and housing at Upper Hutt. <box>498 968 651 1246</box>
wage-scale-item: Pythons ............ £2 <box>950 1116 1019 1125</box>
divider <box>498 460 651 463</box>
news-item-heading: Mr. Semple and Bankers. <box>660 748 759 758</box>
